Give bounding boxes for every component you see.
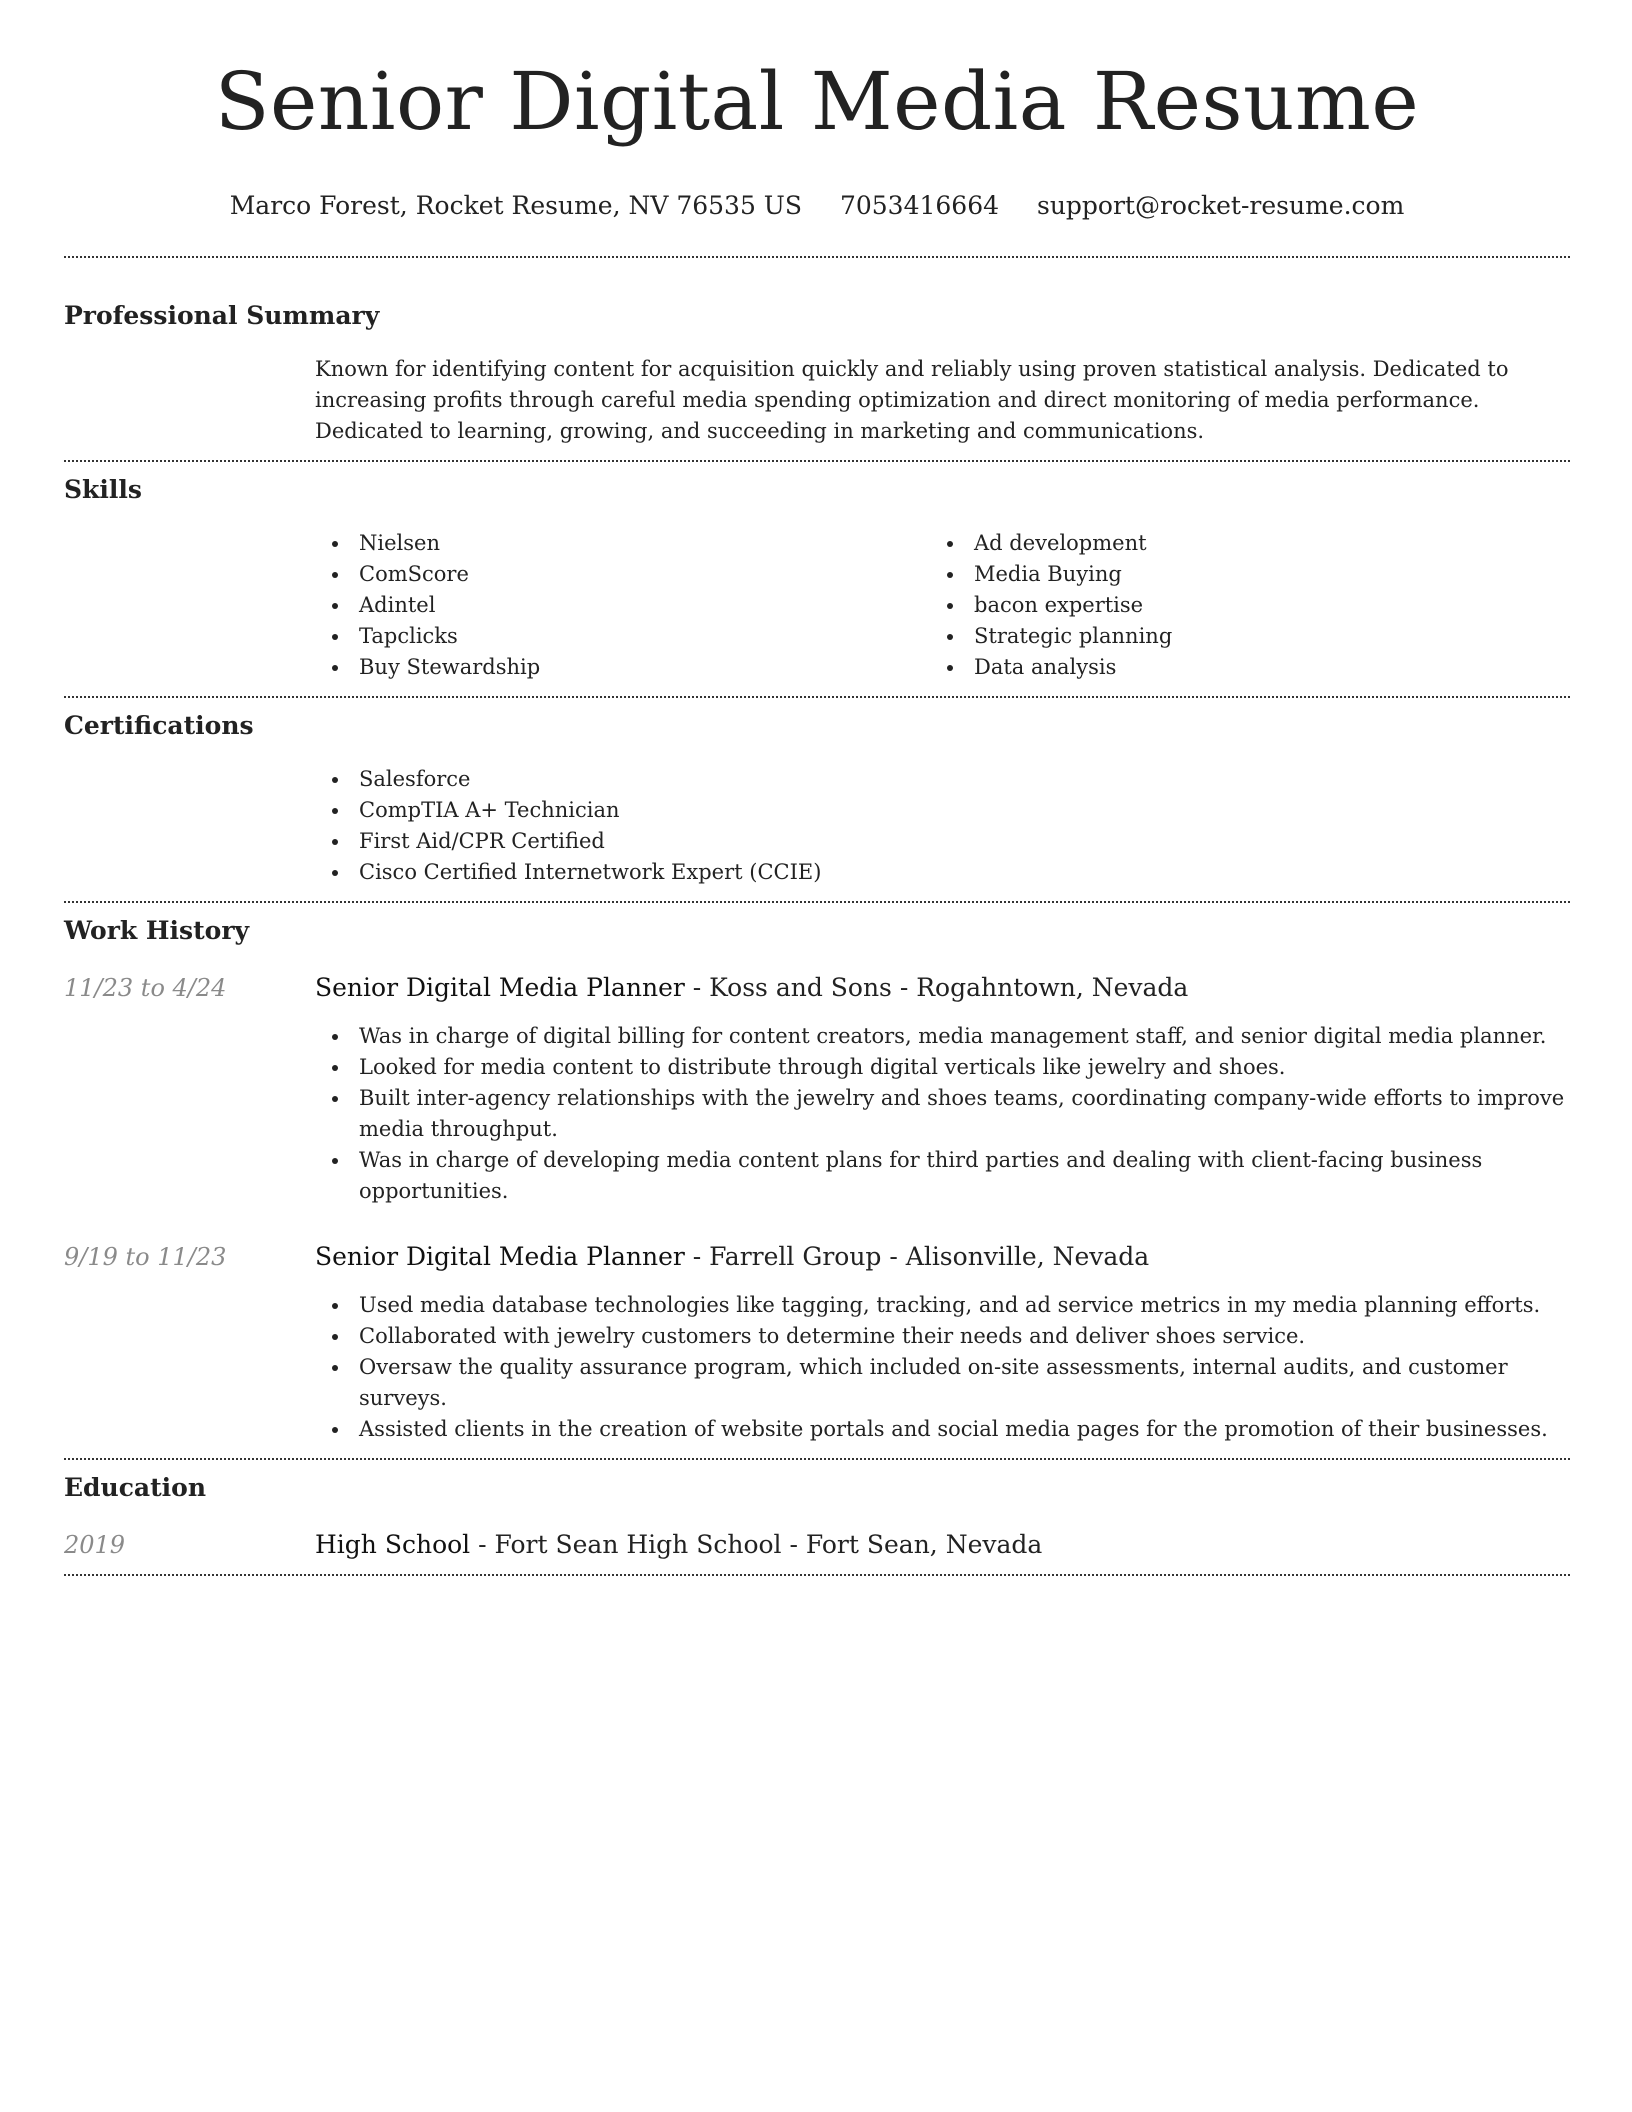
job-duty: Was in charge of developing media content plans for third parties and dealing with client-facing business opportunities. <box>315 1145 1570 1207</box>
education-location: Fort Sean, Nevada <box>805 1530 1043 1559</box>
certifications-section <box>64 698 1570 888</box>
divider <box>64 1574 1570 1576</box>
education-year: 2019 <box>64 1531 126 1559</box>
skills-section <box>64 462 1570 683</box>
job-duty: Oversaw the quality assurance program, which included on-site assessments, internal audits, and customer surveys. <box>315 1352 1570 1414</box>
skills-list-right <box>930 528 1545 683</box>
certification-item: Salesforce <box>315 764 1570 795</box>
contact-line <box>64 190 1570 222</box>
job-role: Senior Digital Media Planner <box>315 973 685 1002</box>
skill-item: Buy Stewardship <box>315 652 930 683</box>
job-duty: Was in charge of digital billing for content creators, media management staff, and senior digital media planner. <box>315 1021 1570 1052</box>
education-school: Fort Sean High School <box>494 1530 782 1559</box>
skill-item: Data analysis <box>930 652 1545 683</box>
certification-item: Cisco Certified Internetwork Expert (CCIE) <box>315 857 1570 888</box>
certifications-heading: Certifications <box>64 711 254 740</box>
resume-page <box>64 0 1570 1576</box>
job-duty: Used media database technologies like tagging, tracking, and ad service metrics in my media planning efforts. <box>315 1290 1570 1321</box>
job-role: Senior Digital Media Planner <box>315 1242 685 1271</box>
skill-item: Tapclicks <box>315 621 930 652</box>
contact-address: Marco Forest, Rocket Resume, NV 76535 US <box>229 191 803 220</box>
certification-item: CompTIA A+ Technician <box>315 795 1570 826</box>
job-heading: Senior Digital Media Planner - Koss and Sons - Rogahntown, Nevada <box>315 973 1189 1002</box>
education-heading-line: High School - Fort Sean High School - Fort Sean, Nevada <box>315 1530 1043 1559</box>
job-dates: 9/19 to 11/23 <box>64 1243 227 1271</box>
skill-item: Ad development <box>930 528 1545 559</box>
job-employer: Farrell Group <box>709 1242 882 1271</box>
education-section <box>64 1460 1570 1561</box>
job-duties <box>315 1290 1570 1445</box>
skill-item: ComScore <box>315 559 930 590</box>
skill-item: Nielsen <box>315 528 930 559</box>
education-degree: High School <box>315 1530 471 1559</box>
summary-heading: Professional Summary <box>64 301 380 330</box>
summary-section <box>64 258 1570 447</box>
education-entry <box>64 1529 1570 1561</box>
certifications-list <box>315 764 1570 888</box>
job-duty: Built inter-agency relationships with the jewelry and shoes teams, coordinating company-wide efforts to improve media throughput. <box>315 1083 1570 1145</box>
job-location: Alisonville, Nevada <box>905 1242 1150 1271</box>
job-heading: Senior Digital Media Planner - Farrell Group - Alisonville, Nevada <box>315 1242 1150 1271</box>
skill-item: Adintel <box>315 590 930 621</box>
job-duty: Looked for media content to distribute through digital verticals like jewelry and shoes. <box>315 1052 1570 1083</box>
skills-heading: Skills <box>64 475 142 504</box>
certification-item: First Aid/CPR Certified <box>315 826 1570 857</box>
job-duties <box>315 1021 1570 1207</box>
job-entry <box>64 972 1570 1207</box>
job-duty: Assisted clients in the creation of website portals and social media pages for the promotion of their businesses. <box>315 1414 1570 1445</box>
job-employer: Koss and Sons <box>709 973 892 1002</box>
contact-phone: 7053416664 <box>839 191 1000 220</box>
work-history-section <box>64 903 1570 1445</box>
job-dates: 11/23 to 4/24 <box>64 974 227 1002</box>
summary-text: Known for identifying content for acquisition quickly and reliably using proven statistical analysis. Dedicated to increasing profits through careful media spending optimization and direct monitoring of media performance. Dedicated to learning, growing, and succeeding in marketing and communications. <box>315 357 1509 443</box>
skill-item: Strategic planning <box>930 621 1545 652</box>
work-history-heading: Work History <box>64 916 250 945</box>
resume-title: Senior Digital Media Resume <box>214 55 1420 148</box>
job-duty: Collaborated with jewelry customers to determine their needs and deliver shoes service. <box>315 1321 1570 1352</box>
education-heading: Education <box>64 1473 207 1502</box>
job-entry <box>64 1241 1570 1445</box>
skill-item: bacon expertise <box>930 590 1545 621</box>
skills-list-left <box>315 528 930 683</box>
skill-item: Media Buying <box>930 559 1545 590</box>
job-location: Rogahntown, Nevada <box>916 973 1189 1002</box>
contact-email: support@rocket-resume.com <box>1036 191 1405 220</box>
